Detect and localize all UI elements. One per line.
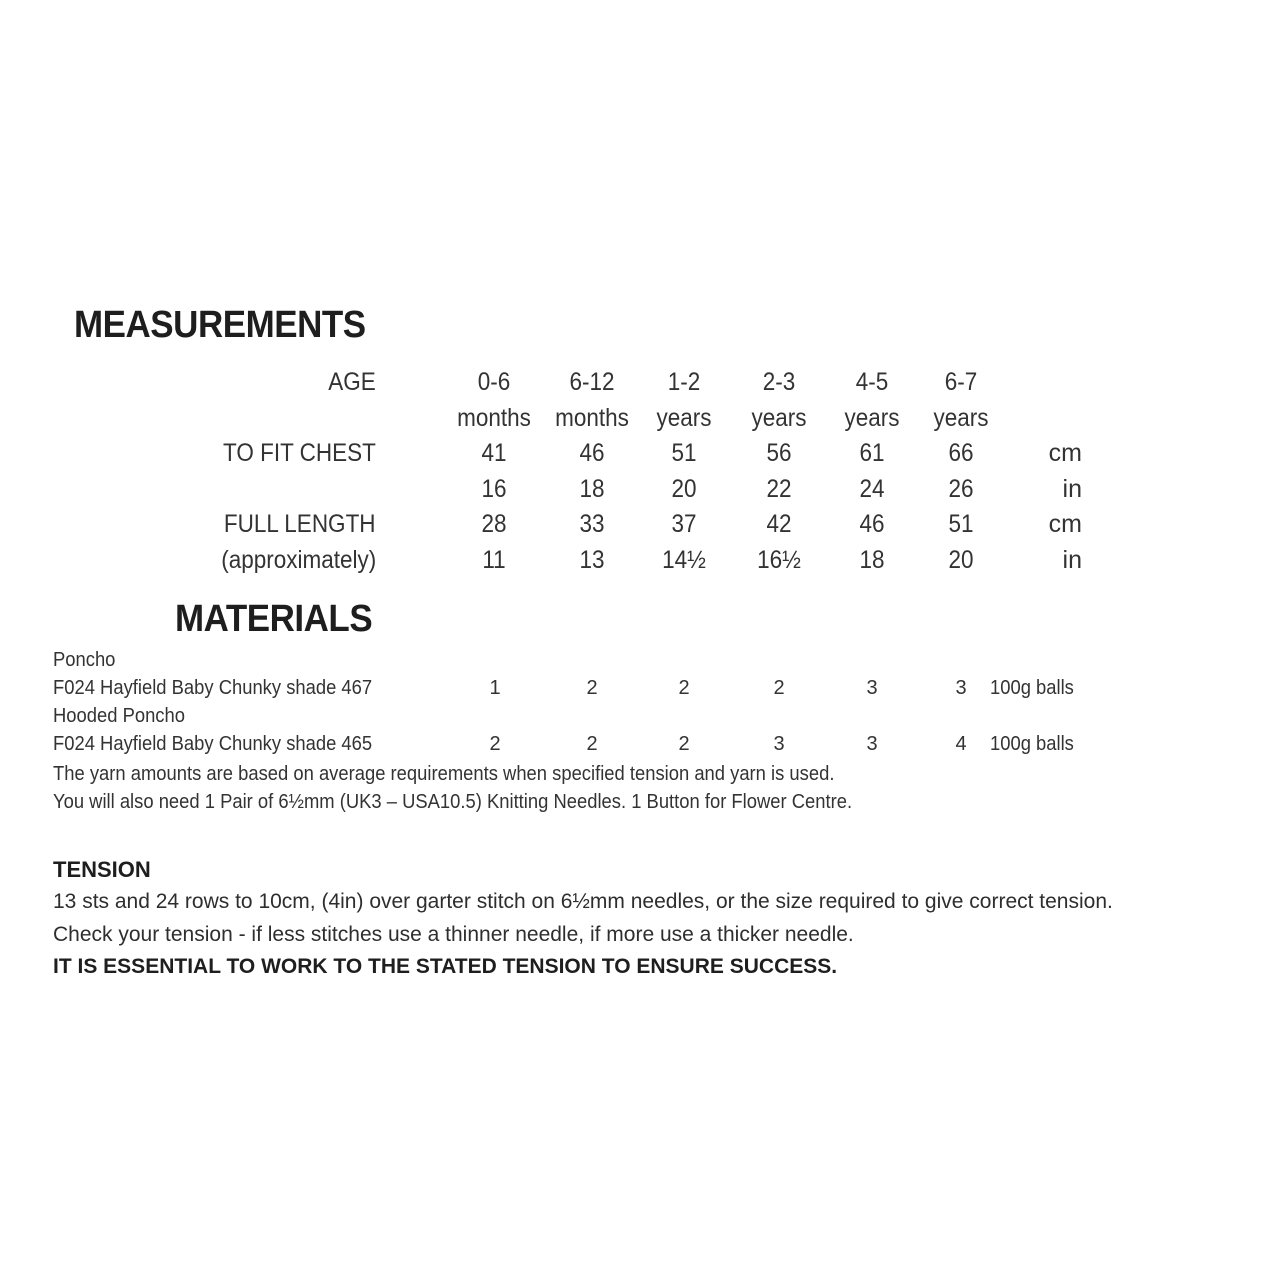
table-cell: 56	[766, 439, 792, 467]
table-cell: 6-7	[944, 368, 978, 396]
material-qty: 2	[678, 733, 690, 755]
table-cell: 16	[481, 475, 507, 503]
material-yarn: F024 Hayfield Baby Chunky shade 467	[53, 677, 373, 699]
measurements-heading: MEASUREMENTS	[74, 304, 366, 346]
material-qty: 2	[489, 733, 501, 755]
table-cell: years	[656, 404, 712, 432]
table-cell: 20	[948, 546, 974, 574]
material-qty: 3	[955, 677, 967, 699]
table-cell: months	[457, 404, 531, 432]
table-cell: 51	[671, 439, 697, 467]
table-cell: 2-3	[762, 368, 796, 396]
material-group: Hooded Poncho	[53, 705, 185, 727]
row-label: (approximately)	[220, 546, 376, 574]
tension-text: Check your tension - if less stitches use a thinner needle, if more use a thicker needle.	[53, 923, 854, 946]
table-cell: 14½	[662, 546, 706, 574]
table-cell: 46	[859, 510, 885, 538]
material-qty: 3	[866, 677, 878, 699]
table-cell: 41	[481, 439, 507, 467]
table-cell: 18	[579, 475, 605, 503]
table-cell: 61	[859, 439, 885, 467]
material-qty: 3	[773, 733, 785, 755]
table-cell: 13	[579, 546, 605, 574]
table-cell: 28	[481, 510, 507, 538]
table-cell: 26	[948, 475, 974, 503]
table-cell: years	[933, 404, 989, 432]
table-cell: years	[751, 404, 807, 432]
table-cell: 22	[766, 475, 792, 503]
table-cell: 51	[948, 510, 974, 538]
material-qty: 4	[955, 733, 967, 755]
tension-heading: TENSION	[53, 857, 151, 882]
table-cell: 4-5	[855, 368, 889, 396]
row-label: AGE	[328, 368, 376, 396]
table-cell: 66	[948, 439, 974, 467]
table-cell: 6-12	[569, 368, 615, 396]
material-unit: 100g balls	[990, 677, 1074, 699]
table-cell: 20	[671, 475, 697, 503]
unit-label: cm	[1048, 439, 1082, 467]
materials-heading: MATERIALS	[175, 598, 373, 640]
table-cell: months	[555, 404, 629, 432]
material-qty: 2	[773, 677, 785, 699]
table-cell: 0-6	[477, 368, 511, 396]
material-group: Poncho	[53, 649, 116, 671]
unit-label: in	[1062, 475, 1082, 503]
table-cell: 1-2	[667, 368, 701, 396]
material-qty: 2	[586, 677, 598, 699]
table-cell: 37	[671, 510, 697, 538]
material-yarn: F024 Hayfield Baby Chunky shade 465	[53, 733, 373, 755]
table-cell: 16½	[757, 546, 801, 574]
tension-text: 13 sts and 24 rows to 10cm, (4in) over garter stitch on 6½mm needles, or the size required to give correct tension.	[53, 890, 1113, 913]
unit-label: in	[1062, 546, 1082, 574]
table-cell: 11	[482, 546, 506, 574]
table-cell: 18	[859, 546, 885, 574]
material-qty: 1	[489, 677, 501, 699]
table-cell: 33	[579, 510, 605, 538]
material-unit: 100g balls	[990, 733, 1074, 755]
material-qty: 2	[678, 677, 690, 699]
unit-label: cm	[1048, 510, 1082, 538]
table-cell: years	[844, 404, 900, 432]
table-cell: 24	[859, 475, 885, 503]
materials-note: You will also need 1 Pair of 6½mm (UK3 – USA10.5) Knitting Needles. 1 Button for Flower Centre.	[53, 791, 853, 813]
material-qty: 3	[866, 733, 878, 755]
table-cell: 46	[579, 439, 605, 467]
row-label: TO FIT CHEST	[223, 439, 376, 467]
material-qty: 2	[586, 733, 598, 755]
tension-warning: IT IS ESSENTIAL TO WORK TO THE STATED TENSION TO ENSURE SUCCESS.	[53, 955, 838, 978]
materials-note: The yarn amounts are based on average requirements when specified tension and yarn is used.	[53, 763, 835, 785]
table-cell: 42	[766, 510, 792, 538]
row-label: FULL LENGTH	[224, 510, 376, 538]
